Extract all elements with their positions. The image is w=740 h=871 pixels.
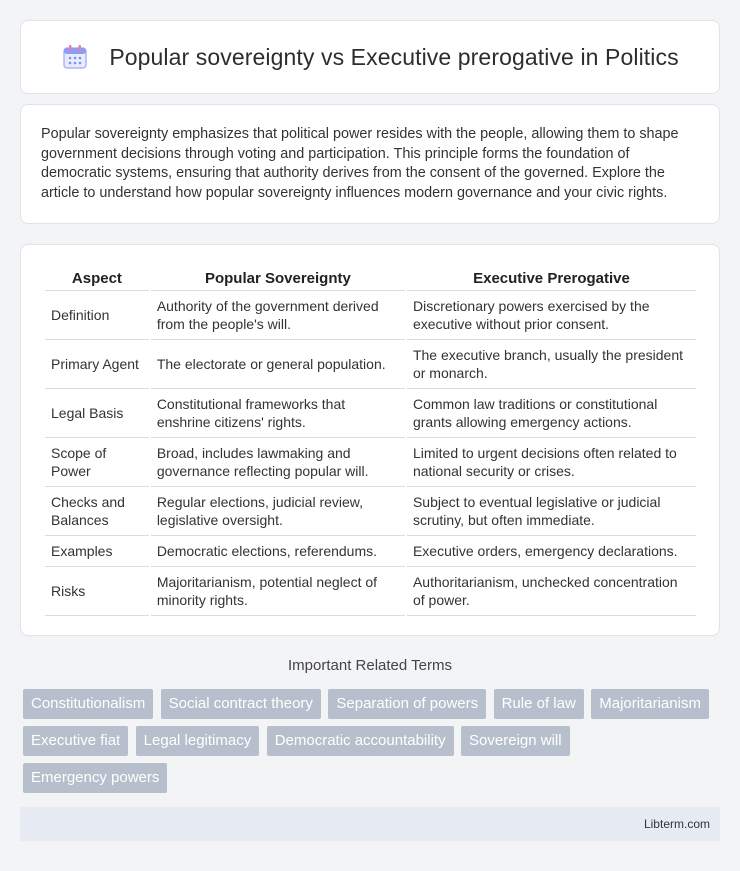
tag-constitutionalism[interactable]: Constitutionalism — [23, 689, 153, 719]
row-aspect: Examples — [45, 536, 149, 567]
page-title: Popular sovereignty vs Executive prerogative in Politics — [109, 43, 679, 70]
tag-majoritarianism[interactable]: Majoritarianism — [591, 689, 709, 719]
row-aspect: Risks — [45, 567, 149, 616]
tag-legal-legitimacy[interactable]: Legal legitimacy — [136, 726, 260, 756]
tag-democratic-accountability[interactable]: Democratic accountability — [267, 726, 454, 756]
table-row — [45, 438, 696, 487]
row-aspect: Primary Agent — [45, 340, 149, 389]
related-terms-tags — [23, 689, 723, 800]
related-terms-title: Important Related Terms — [288, 657, 452, 674]
row-popular: Regular elections, judicial review, legislative oversight. — [151, 487, 405, 536]
header-popular-sovereignty: Popular Sovereignty — [151, 265, 405, 291]
footer — [20, 807, 720, 841]
table-row — [45, 389, 696, 438]
table-header-row — [45, 265, 696, 291]
table-row — [45, 567, 696, 616]
row-aspect: Scope of Power — [45, 438, 149, 487]
tag-executive-fiat[interactable]: Executive fiat — [23, 726, 128, 756]
table-row — [45, 487, 696, 536]
tag-sovereign-will[interactable]: Sovereign will — [461, 726, 570, 756]
row-popular: Authority of the government derived from the people's will. — [151, 291, 405, 340]
intro-text: Popular sovereignty emphasizes that political power resides with the people, allowing them to shape government decisions through voting and participation. This principle forms the foundation of democratic systems, ensuring that authority derives from the consent of the governed. Explore the article to understand how popular sovereignty influences modern governance and your civic rights. — [41, 126, 679, 201]
row-popular: Majoritarianism, potential neglect of minority rights. — [151, 567, 405, 616]
table-row — [45, 536, 696, 567]
row-popular: Broad, includes lawmaking and governance reflecting popular will. — [151, 438, 405, 487]
row-aspect: Legal Basis — [45, 389, 149, 438]
row-executive: The executive branch, usually the president or monarch. — [407, 340, 696, 389]
row-aspect: Checks and Balances — [45, 487, 149, 536]
tag-social-contract-theory[interactable]: Social contract theory — [161, 689, 321, 719]
row-executive: Limited to urgent decisions often related to national security or crises. — [407, 438, 696, 487]
row-executive: Authoritarianism, unchecked concentration of power. — [407, 567, 696, 616]
row-aspect: Definition — [45, 291, 149, 340]
calendar-icon — [61, 43, 89, 71]
tag-separation-of-powers[interactable]: Separation of powers — [328, 689, 486, 719]
comparison-card — [20, 244, 720, 636]
header-executive-prerogative: Executive Prerogative — [407, 265, 696, 291]
title-card — [20, 20, 720, 94]
table-row — [45, 340, 696, 389]
row-executive: Executive orders, emergency declarations. — [407, 536, 696, 567]
row-executive: Subject to eventual legislative or judicial scrutiny, but often immediate. — [407, 487, 696, 536]
row-executive: Discretionary powers exercised by the executive without prior consent. — [407, 291, 696, 340]
table-row — [45, 291, 696, 340]
intro-card — [20, 104, 720, 224]
row-popular: The electorate or general population. — [151, 340, 405, 389]
footer-brand[interactable]: Libterm.com — [643, 817, 710, 831]
row-popular: Constitutional frameworks that enshrine citizens' rights. — [151, 389, 405, 438]
row-popular: Democratic elections, referendums. — [151, 536, 405, 567]
row-executive: Common law traditions or constitutional grants allowing emergency actions. — [407, 389, 696, 438]
header-aspect: Aspect — [45, 265, 149, 291]
tag-emergency-powers[interactable]: Emergency powers — [23, 763, 167, 793]
comparison-table — [43, 265, 698, 616]
tag-rule-of-law[interactable]: Rule of law — [494, 689, 584, 719]
